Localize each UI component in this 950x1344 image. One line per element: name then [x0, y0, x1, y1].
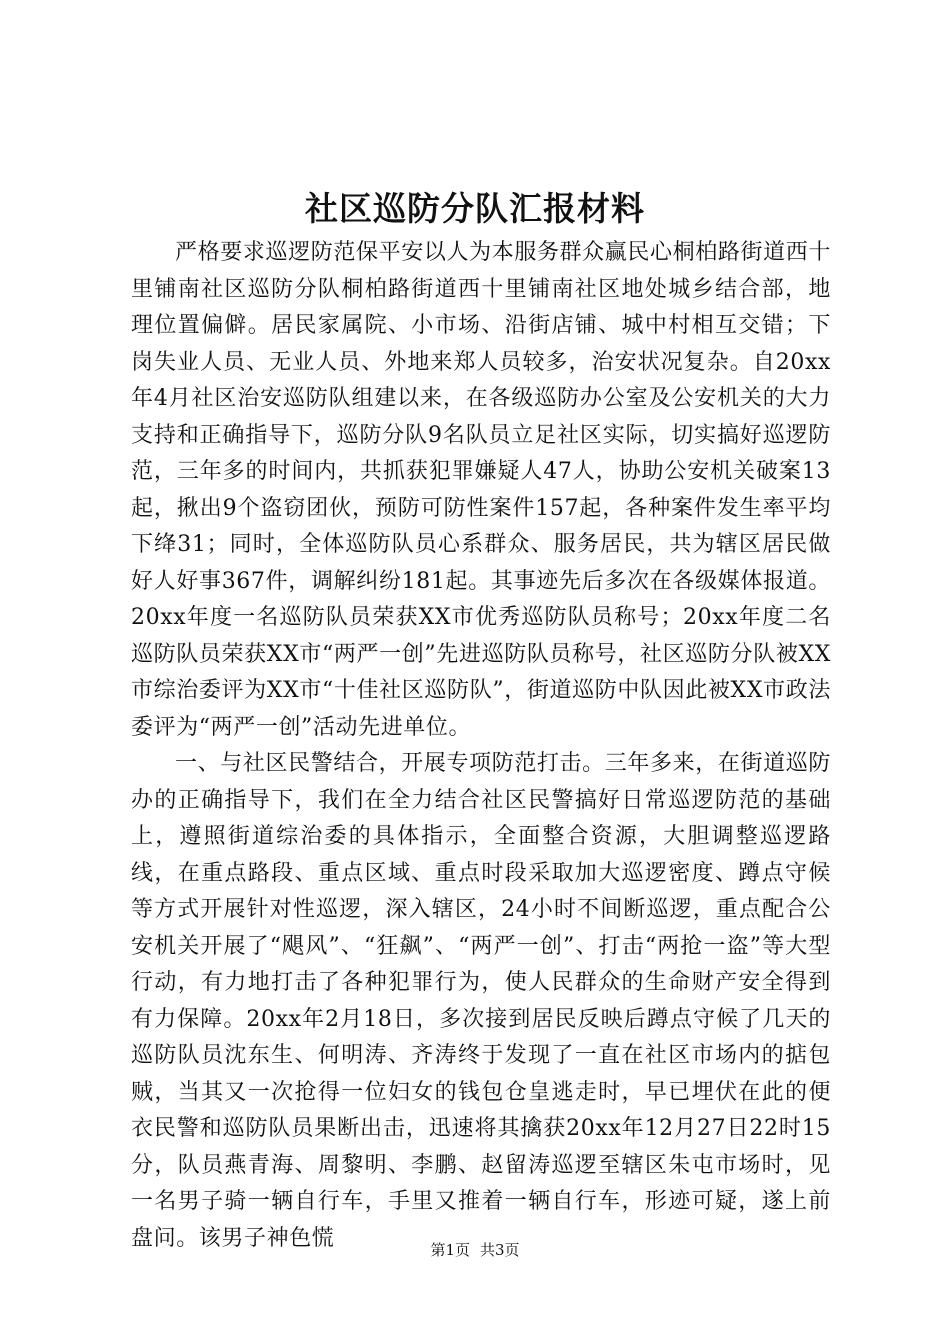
page-number: 第1页: [430, 1241, 470, 1259]
body-paragraph: 一、与社区民警结合，开展专项防范打击。三年多来，在街道巡防办的正确指导下，我们在全力结合社区民警搞好日常巡逻防范的基础上，遵照街道综治委的具体指示，全面整合资源，大胆调整巡逻路线，在重点路段、重点区域、重点时段采取加大巡逻密度、蹲点守候等方式开展针对性巡逻，深入辖区，24小时不间断巡逻，重点配合公安机关开展了“飓风”、“狂飙”、“两严一创”、打击“两抢一盗”等大型行动，有力地打击了各种犯罪行为，使人民群众的生命财产安全得到有力保障。20xx年2月18日，多次接到居民反映后蹲点守候了几天的巡防队员沈东生、何明涛、齐涛终于发现了一直在社区市场内的掂包贼，当其又一次抢得一位妇女的钱包仓皇逃走时，早已埋伏在此的便衣民警和巡防队员果断出击，迅速将其擒获20xx年12月27日22时15分，队员燕青海、周黎明、李鹏、赵留涛巡逻至辖区朱屯市场时，见一名男子骑一辆自行车，手里又推着一辆自行车，形迹可疑，遂上前盘问。该男子神色慌: [131, 751, 831, 1251]
body-paragraph: 严格要求巡逻防范保平安以人为本服务群众赢民心桐柏路街道西十里铺南社区巡防分队桐柏路街道西十里铺南社区地处城乡结合部，地理位置偏僻。居民家属院、小市场、沿街店铺、城中村相互交错；下岗失业人员、无业人员、外地来郑人员较多，治安状况复杂。自20xx年4月社区治安巡防队组建以来，在各级巡防办公室及公安机关的大力支持和正确指导下，巡防分队9名队员立足社区实际，切实搞好巡逻防范，三年多的时间内，共抓获犯罪嫌疑人47人，协助公安机关破案13起，揪出9个盗窃团伙，预防可防性案件157起，各种案件发生率平均下绛31；同时，全体巡防队员心系群众、服务居民，共为辖区居民做好人好事367件，调解纠纷181起。其事迹先后多次在各级媒体报道。20xx年度一名巡防队员荣获XX市优秀巡防队员称号；20xx年度二名巡防队员荣获XX市“两严一创”先进巡防队员称号，社区巡防分队被XX市综治委评为XX市“十佳社区巡防队”，街道巡防中队因此被XX市政法委评为“两严一创”活动先进单位。: [131, 240, 831, 740]
page-total: 共3页: [480, 1241, 520, 1259]
page-footer: [0, 1240, 950, 1260]
document-body: [131, 235, 831, 1257]
document-title: 社区巡防分队汇报材料: [305, 189, 645, 228]
